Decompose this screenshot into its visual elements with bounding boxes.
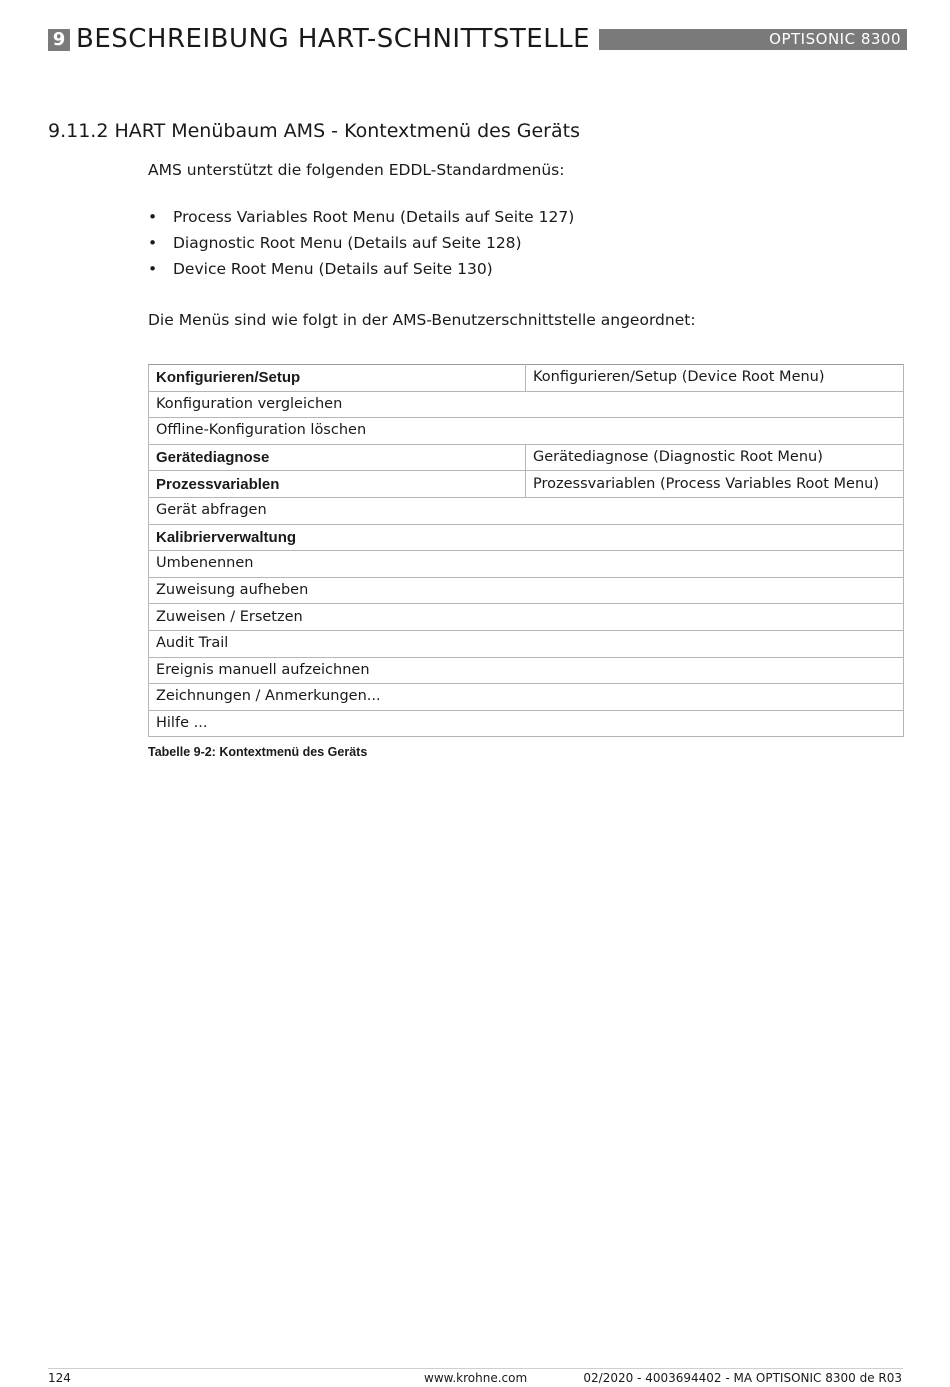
menu-entry: Hilfe ...	[149, 710, 904, 737]
menu-bullet-list	[148, 204, 574, 282]
website-link[interactable]: www.krohne.com	[424, 1371, 528, 1385]
page-header	[48, 24, 907, 54]
table-row	[149, 551, 904, 578]
menu-entry: Prozessvariablen	[149, 471, 526, 498]
menu-entry: Zuweisen / Ersetzen	[149, 604, 904, 631]
menu-entry: Kalibrierverwaltung	[149, 524, 904, 551]
page-number: 124	[48, 1371, 71, 1385]
section-heading: 9.11.2 HART Menübaum AMS - Kontextmenü des Geräts	[48, 120, 580, 142]
footer-divider	[48, 1368, 903, 1369]
menu-mapping: Prozessvariablen (Process Variables Root Menu)	[526, 471, 904, 498]
context-menu-table	[148, 364, 904, 737]
table-row	[149, 497, 904, 524]
menu-entry: Audit Trail	[149, 630, 904, 657]
table-row	[149, 365, 904, 392]
table-row	[149, 710, 904, 737]
bullet-item: • Device Root Menu (Details auf Seite 130)	[148, 256, 574, 282]
product-bar	[599, 29, 907, 50]
table-row	[149, 444, 904, 471]
table-row	[149, 391, 904, 418]
table-row	[149, 577, 904, 604]
table-row	[149, 604, 904, 631]
table-row	[149, 471, 904, 498]
table-row	[149, 657, 904, 684]
table-caption: Tabelle 9-2: Kontextmenü des Geräts	[148, 745, 368, 759]
menu-mapping: Konfigurieren/Setup (Device Root Menu)	[526, 365, 904, 392]
menu-entry: Umbenennen	[149, 551, 904, 578]
bullet-item: • Process Variables Root Menu (Details auf Seite 127)	[148, 204, 574, 230]
bullet-item: • Diagnostic Root Menu (Details auf Seite 128)	[148, 230, 574, 256]
chapter-number: 9	[48, 29, 70, 51]
menu-entry: Gerätediagnose	[149, 444, 526, 471]
product-name: OPTISONIC 8300	[769, 30, 901, 48]
table-row	[149, 524, 904, 551]
menu-entry: Gerät abfragen	[149, 497, 904, 524]
menu-entry: Konfigurieren/Setup	[149, 365, 526, 392]
document-reference: 02/2020 - 4003694402 - MA OPTISONIC 8300 de R03	[583, 1371, 902, 1385]
menu-entry: Zuweisung aufheben	[149, 577, 904, 604]
intro-text: AMS unterstützt die folgenden EDDL-Standardmenüs:	[148, 161, 565, 179]
arrangement-text: Die Menüs sind wie folgt in der AMS-Benutzerschnittstelle angeordnet:	[148, 311, 696, 329]
table-row	[149, 630, 904, 657]
menu-entry: Zeichnungen / Anmerkungen...	[149, 684, 904, 711]
menu-mapping: Gerätediagnose (Diagnostic Root Menu)	[526, 444, 904, 471]
menu-entry: Ereignis manuell aufzeichnen	[149, 657, 904, 684]
table-row	[149, 418, 904, 445]
menu-entry: Offline-Konfiguration löschen	[149, 418, 904, 445]
chapter-title: BESCHREIBUNG HART-SCHNITTSTELLE	[76, 24, 591, 54]
menu-entry: Konfiguration vergleichen	[149, 391, 904, 418]
table-row	[149, 684, 904, 711]
